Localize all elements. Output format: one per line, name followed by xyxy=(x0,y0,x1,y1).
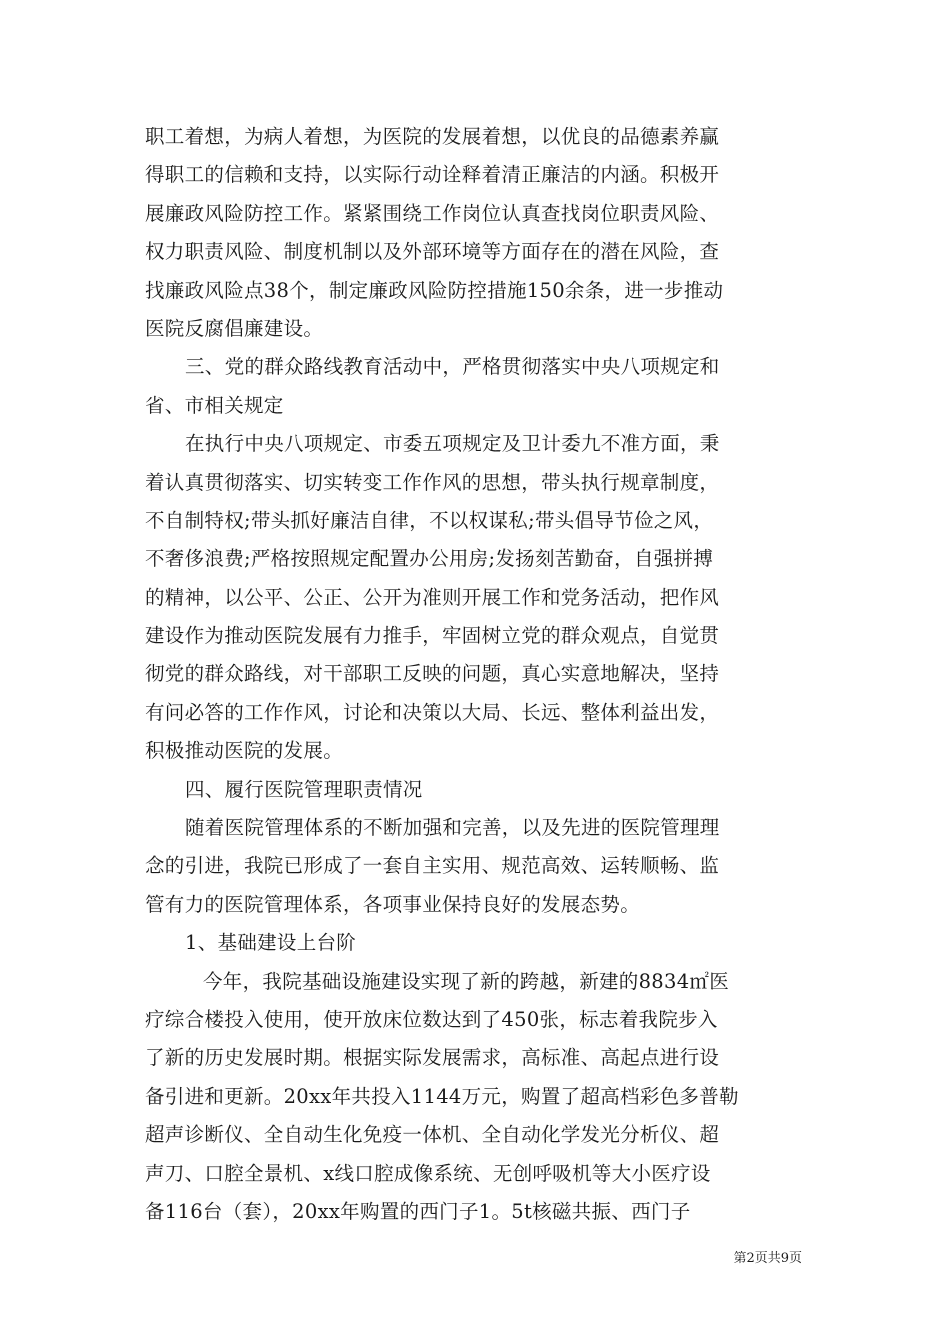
text-line: 超声诊断仪、全自动生化免疫一体机、全自动化学发光分析仪、超 xyxy=(145,1123,720,1147)
text-line: 医院反腐倡廉建设。 xyxy=(145,316,324,340)
text-line: 念的引进，我院已形成了一套自主实用、规范高效、运转顺畅、监 xyxy=(145,854,720,878)
text-line: 建设作为推动医院发展有力推手，牢固树立党的群众观点，自觉贯 xyxy=(145,624,720,648)
section-heading-4: 四、履行医院管理职责情况 xyxy=(185,777,423,801)
paragraph-start: 随着医院管理体系的不断加强和完善，以及先进的医院管理理 xyxy=(185,816,720,840)
text-line: 权力职责风险、制度机制以及外部环境等方面存在的潜在风险，查 xyxy=(145,240,720,264)
text-line: 管有力的医院管理体系，各项事业保持良好的发展态势。 xyxy=(145,892,641,916)
subsection-heading-1: 1、基础建设上台阶 xyxy=(185,931,357,955)
text-line: 不奢侈浪费;严格按照规定配置办公用房;发扬刻苦勤奋，自强拼搏 xyxy=(145,547,714,571)
text-line: 不自制特权;带头抓好廉洁自律，不以权谋私;带头倡导节俭之风， xyxy=(145,508,714,532)
text-line: 备116台（套），20xx年购置的西门子1。5t核磁共振、西门子 xyxy=(145,1199,691,1223)
text-line: 展廉政风险防控工作。紧紧围绕工作岗位认真查找岗位职责风险、 xyxy=(145,201,720,225)
paragraph-start: 在执行中央八项规定、市委五项规定及卫计委九不准方面，秉 xyxy=(185,432,720,456)
text-line: 了新的历史发展时期。根据实际发展需求，高标准、高起点进行设 xyxy=(145,1046,720,1070)
page-number: 第2页共9页 xyxy=(733,1251,802,1266)
document-body xyxy=(145,118,813,1231)
text-line: 职工着想，为病人着想，为医院的发展着想，以优良的品德素养赢 xyxy=(145,125,720,148)
paragraph-start: 今年，我院基础设施建设实现了新的跨越，新建的8834㎡医 xyxy=(203,969,730,993)
text-line: 找廉政风险点38个，制定廉政风险防控措施150余条，进一步推动 xyxy=(145,278,724,302)
text-line: 备引进和更新。20xx年共投入1144万元，购置了超高档彩色多普勒 xyxy=(145,1084,739,1108)
text-line: 彻党的群众路线，对干部职工反映的问题，真心实意地解决，坚持 xyxy=(145,662,720,686)
text-line: 省、市相关规定 xyxy=(145,393,284,417)
section-heading-3: 三、党的群众路线教育活动中，严格贯彻落实中央八项规定和 xyxy=(185,355,720,379)
text-line: 着认真贯彻落实、切实转变工作作风的思想，带头执行规章制度， xyxy=(145,470,720,494)
text-line: 得职工的信赖和支持，以实际行动诠释着清正廉洁的内涵。积极开 xyxy=(145,163,720,187)
text-line: 疗综合楼投入使用，使开放床位数达到了450张，标志着我院步入 xyxy=(145,1007,718,1031)
text-line: 的精神，以公平、公正、公开为准则开展工作和党务活动，把作风 xyxy=(145,585,720,609)
text-line: 有问必答的工作作风，讨论和决策以大局、长远、整体利益出发， xyxy=(145,700,720,724)
text-line: 声刀、口腔全景机、x线口腔成像系统、无创呼吸机等大小医疗设 xyxy=(145,1161,711,1185)
text-line: 积极推动医院的发展。 xyxy=(145,739,344,763)
